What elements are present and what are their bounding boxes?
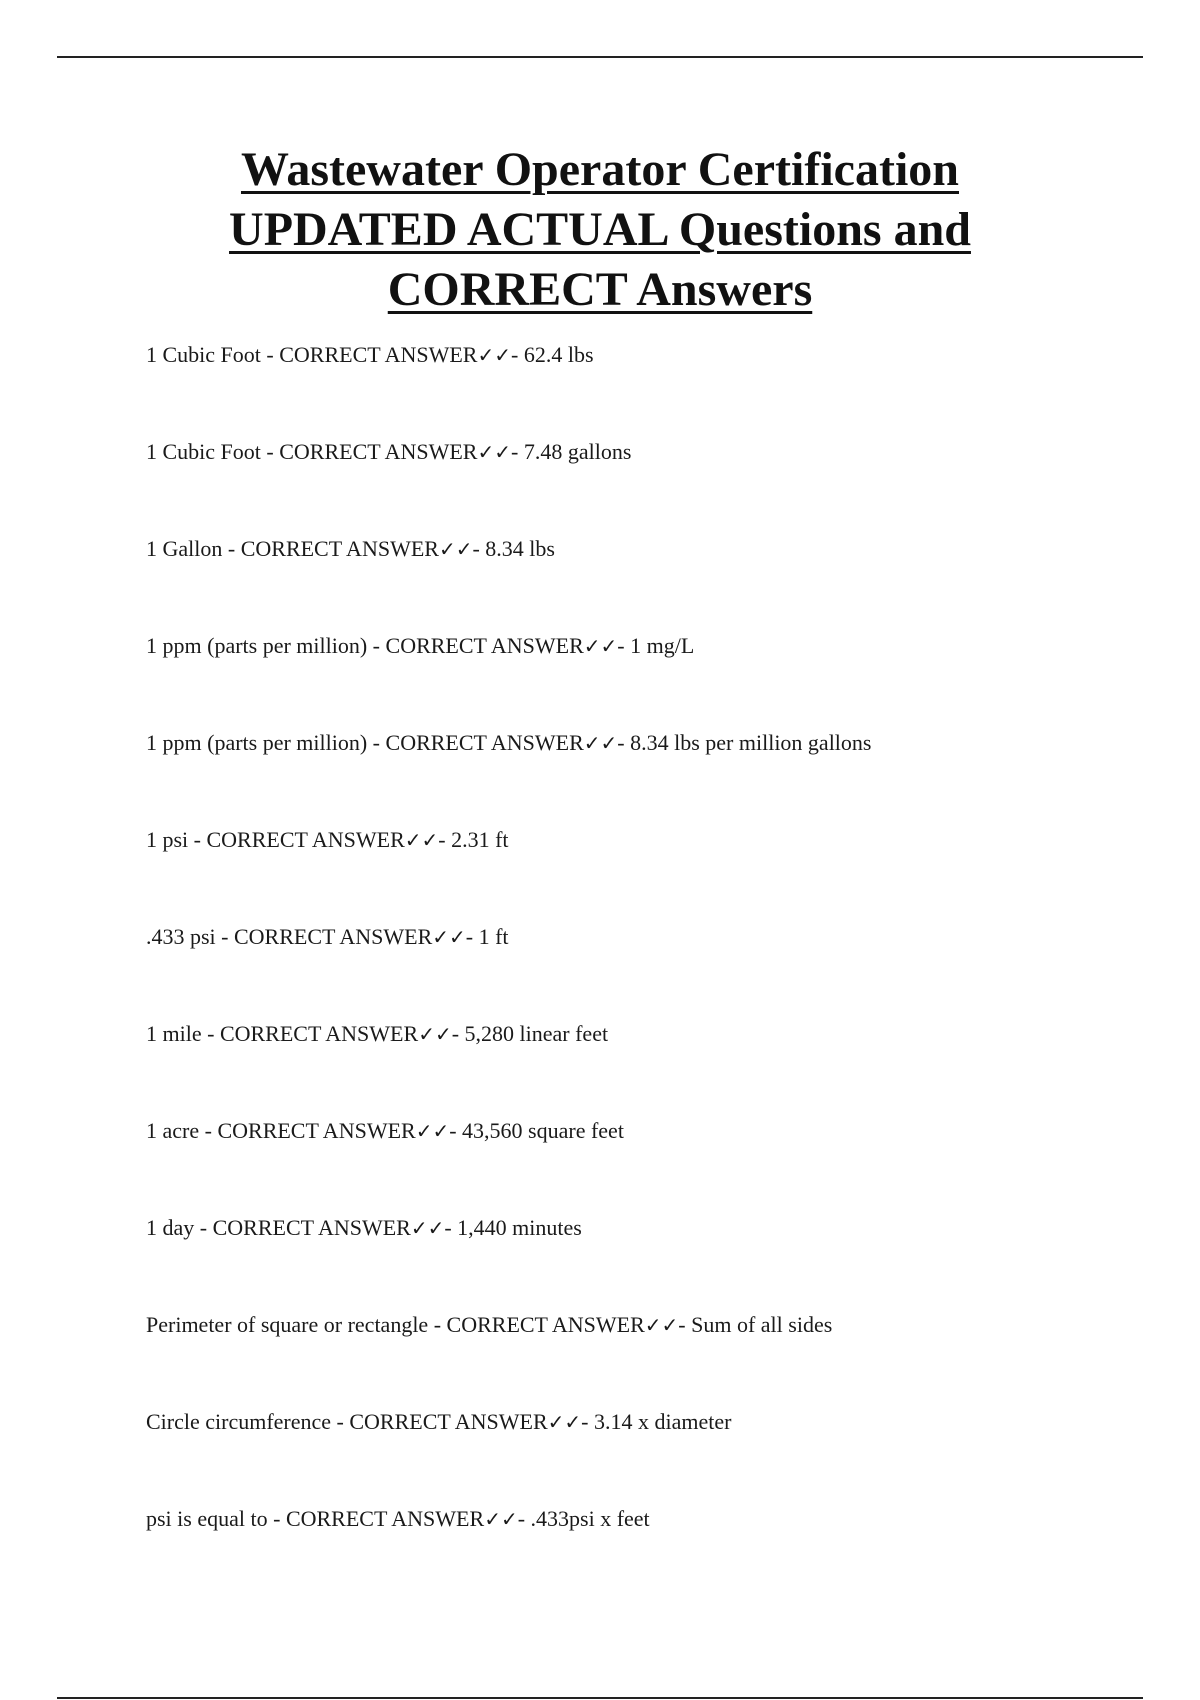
qa-item (146, 825, 1146, 922)
question: 1 psi - (146, 827, 207, 852)
double-check-icon: ✓✓ (418, 1022, 452, 1046)
double-check-icon: ✓✓ (438, 537, 473, 561)
answer-marker: CORRECT ANSWER (385, 633, 584, 658)
qa-item (146, 1407, 1146, 1504)
question: psi is equal to - (146, 1506, 286, 1531)
question: 1 Gallon - (146, 536, 241, 561)
answer: - 8.34 lbs (472, 536, 555, 561)
title-line-1: Wastewater Operator Certification (240, 143, 959, 196)
double-check-icon: ✓✓ (583, 731, 618, 755)
answer-marker: CORRECT ANSWER (234, 924, 433, 949)
qa-item (146, 728, 1146, 825)
qa-item (146, 631, 1146, 728)
question: 1 mile - (146, 1021, 220, 1046)
answer: - 3.14 x diameter (581, 1409, 732, 1434)
qa-item (146, 1116, 1146, 1213)
qa-list (146, 340, 1146, 1601)
answer: - 2.31 ft (438, 827, 509, 852)
answer: - 1 ft (465, 924, 509, 949)
double-check-icon: ✓✓ (477, 440, 511, 464)
qa-item (146, 340, 1146, 437)
bottom-divider (57, 1697, 1143, 1699)
answer: - 8.34 lbs per million gallons (617, 730, 872, 755)
double-check-icon: ✓✓ (432, 925, 466, 949)
answer-marker: CORRECT ANSWER (279, 342, 478, 367)
question: Circle circumference - (146, 1409, 350, 1434)
answer-marker: CORRECT ANSWER (240, 536, 439, 561)
answer: - 7.48 gallons (511, 439, 632, 464)
answer-marker: CORRECT ANSWER (285, 1506, 485, 1531)
answer: - 5,280 linear feet (451, 1021, 609, 1046)
question: 1 ppm (parts per million) - (146, 730, 386, 755)
double-check-icon: ✓✓ (644, 1313, 679, 1337)
answer: - Sum of all sides (678, 1312, 833, 1337)
document-title (100, 140, 1100, 320)
question: 1 Cubic Foot - (146, 342, 280, 367)
title-line-2: UPDATED ACTUAL Questions and (229, 203, 971, 256)
answer-marker: CORRECT ANSWER (219, 1021, 419, 1046)
double-check-icon: ✓✓ (583, 634, 618, 658)
qa-item (146, 1019, 1146, 1116)
double-check-icon: ✓✓ (477, 343, 511, 367)
question: 1 ppm (parts per million) - (146, 633, 386, 658)
answer-marker: CORRECT ANSWER (349, 1409, 548, 1434)
qa-item (146, 1504, 1146, 1601)
qa-item (146, 922, 1146, 1019)
answer: - 1,440 minutes (444, 1215, 582, 1240)
qa-item (146, 437, 1146, 534)
qa-item (146, 1213, 1146, 1310)
question: 1 day - (146, 1215, 213, 1240)
answer: - 62.4 lbs (511, 342, 594, 367)
qa-item (146, 1310, 1146, 1407)
qa-item (146, 534, 1146, 631)
double-check-icon: ✓✓ (484, 1507, 518, 1531)
question: Perimeter of square or rectangle - (146, 1312, 447, 1337)
double-check-icon: ✓✓ (410, 1216, 445, 1240)
answer: - 43,560 square feet (449, 1118, 624, 1143)
question: .433 psi - (146, 924, 234, 949)
double-check-icon: ✓✓ (547, 1410, 582, 1434)
answer-marker: CORRECT ANSWER (385, 730, 584, 755)
question: 1 Cubic Foot - (146, 439, 280, 464)
double-check-icon: ✓✓ (404, 828, 439, 852)
answer-marker: CORRECT ANSWER (279, 439, 478, 464)
answer-marker: CORRECT ANSWER (446, 1312, 645, 1337)
top-divider (57, 56, 1143, 58)
answer-marker: CORRECT ANSWER (217, 1118, 416, 1143)
answer-marker: CORRECT ANSWER (206, 827, 405, 852)
answer: - 1 mg/L (617, 633, 695, 658)
answer: - .433psi x feet (517, 1506, 650, 1531)
double-check-icon: ✓✓ (415, 1119, 450, 1143)
title-line-3: CORRECT Answers (387, 263, 813, 316)
answer-marker: CORRECT ANSWER (212, 1215, 411, 1240)
question: 1 acre - (146, 1118, 218, 1143)
